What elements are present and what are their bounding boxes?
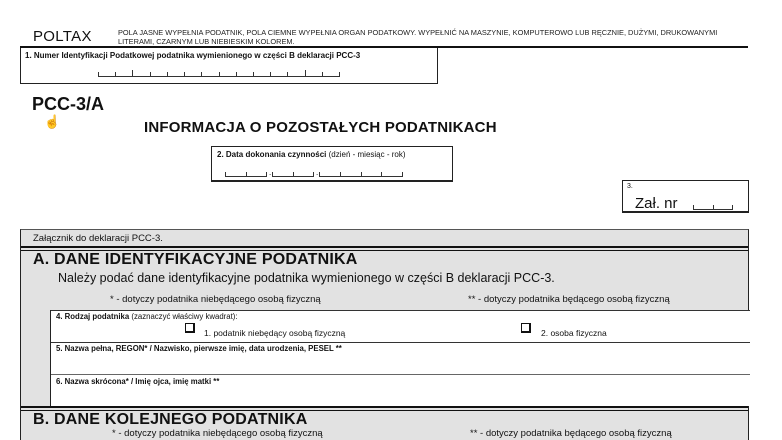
- nip-input-ticks[interactable]: [98, 72, 340, 77]
- section-a-fields: [50, 310, 750, 406]
- form-title: INFORMACJA O POZOSTAŁYCH PODATNIKACH: [144, 119, 497, 136]
- attachment-number-field[interactable]: [622, 180, 749, 213]
- checkbox-person[interactable]: [521, 323, 531, 333]
- note-non-person: * - dotyczy podatnika niebędącego osobą fizyczną: [112, 428, 323, 439]
- fill-instructions: POLA JASNE WYPEŁNIA PODATNIK, POLA CIEMNE WYPEŁNIA ORGAN PODATKOWY. WYPEŁNIĆ NA MASZYNIE, KOMPUTEROWO LUB RĘCZNIE, DUŻYMI, DRUKOWANYMI LITERAMI, CZARNYM LUB NIEBIESKIM KOLOREM.: [118, 28, 718, 46]
- full-name-input[interactable]: [51, 354, 750, 373]
- note-person: ** - dotyczy podatnika będącego osobą fizyczną: [468, 294, 670, 305]
- nip-field-label: 1. Numer Identyfikacji Podatkowej podatnika wymienionego w części B deklaracji PCC-3: [25, 51, 361, 60]
- date-field-label: 2. Data dokonania czynności (dzień - miesiąc - rok): [217, 150, 406, 159]
- day-input[interactable]: [225, 172, 267, 177]
- checkbox-non-person-label: 1. podatnik niebędący osobą fizyczną: [204, 328, 346, 338]
- note-non-person: * - dotyczy podatnika niebędącego osobą fizyczną: [110, 294, 321, 305]
- note-person: ** - dotyczy podatnika będącego osobą fizyczną: [470, 428, 672, 439]
- poltax-brand: POLTAX: [33, 28, 92, 45]
- attachment-note: Załącznik do deklaracji PCC-3.: [33, 233, 163, 244]
- month-input[interactable]: [272, 172, 314, 177]
- nip-field[interactable]: [20, 48, 438, 84]
- hand-cursor-icon: ☝: [44, 114, 61, 129]
- checkbox-person-label: 2. osoba fizyczna: [541, 328, 607, 338]
- attachment-number-input[interactable]: [693, 205, 733, 210]
- date-separator: .: [269, 168, 272, 177]
- section-a-description: Należy podać dane identyfikacyjne podatnika wymienionego w części B deklaracji PCC-3.: [58, 271, 555, 285]
- attachment-number-label: Zał. nr: [635, 195, 678, 212]
- date-separator: .: [316, 168, 319, 177]
- date-field[interactable]: [211, 146, 453, 182]
- full-name-label: 5. Nazwa pełna, REGON* / Nazwisko, pierwsze imię, data urodzenia, PESEL **: [56, 344, 342, 353]
- section-a-title: A. DANE IDENTYFIKACYJNE PODATNIKA: [33, 251, 358, 268]
- short-name-label: 6. Nazwa skrócona* / Imię ojca, imię matki **: [56, 377, 220, 386]
- section-b-title: B. DANE KOLEJNEGO PODATNIKA: [33, 411, 308, 428]
- field-divider: [51, 374, 750, 375]
- checkbox-non-person[interactable]: [185, 323, 195, 333]
- field-divider: [51, 310, 750, 311]
- year-input[interactable]: [319, 172, 403, 177]
- form-code: PCC-3/A: [32, 94, 105, 114]
- short-name-input[interactable]: [51, 387, 750, 405]
- field-divider: [51, 342, 750, 343]
- form-body: [20, 229, 749, 440]
- field-number: 3.: [627, 183, 633, 190]
- taxpayer-type-label: 4. Rodzaj podatnika (zaznaczyć właściwy kwadrat):: [56, 312, 238, 321]
